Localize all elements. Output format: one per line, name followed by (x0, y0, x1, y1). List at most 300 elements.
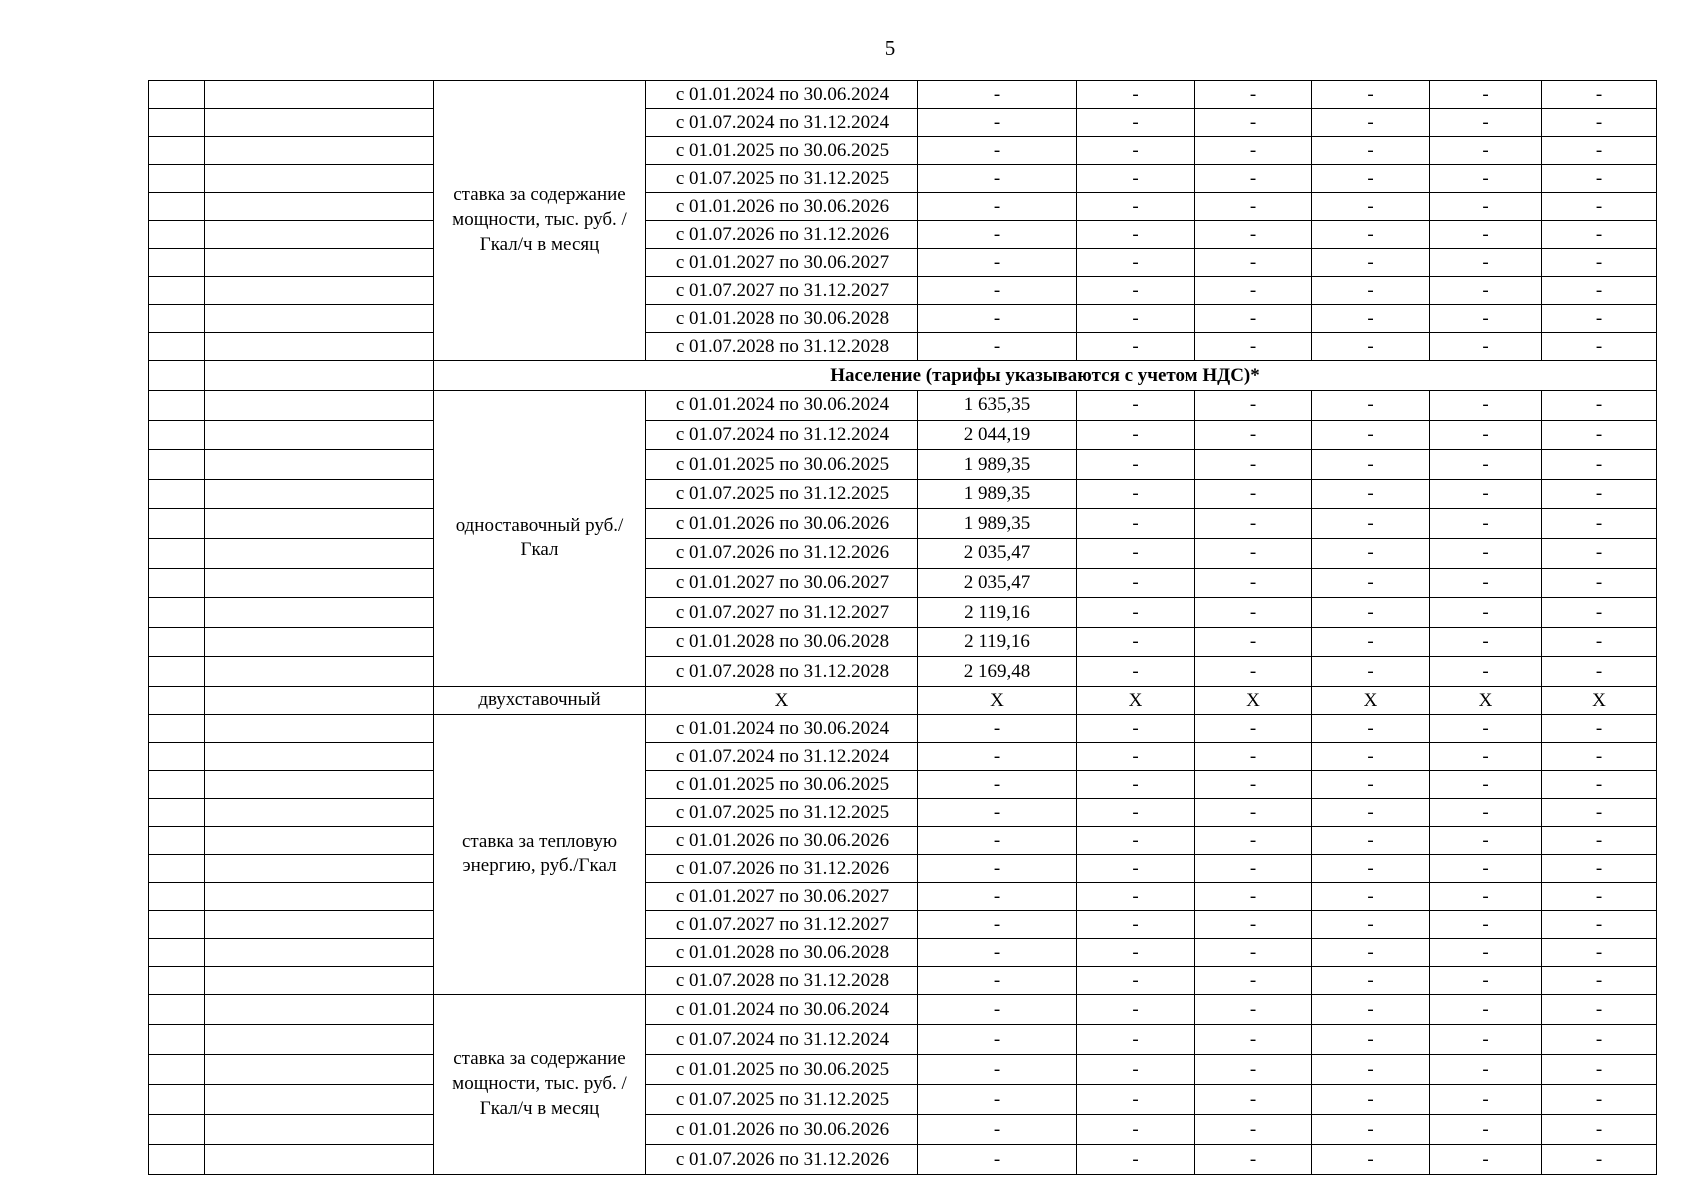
value-cell: - (1542, 277, 1657, 305)
value-cell: - (918, 137, 1077, 165)
value-cell: - (1542, 854, 1657, 882)
value-cell: - (918, 1024, 1077, 1054)
value-cell: - (1312, 770, 1430, 798)
value-cell: - (918, 966, 1077, 994)
value-cell: - (1077, 1084, 1195, 1114)
value-cell: - (1542, 193, 1657, 221)
empty-cell (149, 1054, 205, 1084)
period-cell: с 01.01.2025 по 30.06.2025 (646, 1054, 918, 1084)
value-cell: - (918, 938, 1077, 966)
value-cell: - (1195, 538, 1312, 568)
tariff-table (148, 80, 1657, 1175)
value-cell: - (1077, 221, 1195, 249)
empty-cell (205, 221, 434, 249)
empty-cell (149, 1024, 205, 1054)
empty-cell (149, 714, 205, 742)
value-cell: - (918, 854, 1077, 882)
value-cell: - (1312, 714, 1430, 742)
value-cell: - (1077, 193, 1195, 221)
value-cell: - (1312, 249, 1430, 277)
value-cell: - (1077, 81, 1195, 109)
value-cell: - (1312, 938, 1430, 966)
value-cell: - (1312, 1114, 1430, 1144)
value-cell: - (1195, 1024, 1312, 1054)
empty-cell (149, 568, 205, 598)
value-cell: - (1077, 391, 1195, 421)
empty-cell (149, 1084, 205, 1114)
value-cell: - (1430, 1024, 1542, 1054)
period-cell: с 01.07.2024 по 31.12.2024 (646, 109, 918, 137)
value-cell: - (918, 1144, 1077, 1174)
two-part-row (149, 686, 1657, 714)
value-cell: - (1195, 420, 1312, 450)
page-number: 5 (884, 36, 896, 60)
value-cell: 2 035,47 (918, 538, 1077, 568)
value-cell: - (1430, 770, 1542, 798)
value-cell: - (1542, 81, 1657, 109)
table-row (149, 854, 1657, 882)
empty-cell (149, 854, 205, 882)
table-row (149, 598, 1657, 628)
value-cell: - (918, 1084, 1077, 1114)
value-cell: - (1542, 714, 1657, 742)
empty-cell (205, 882, 434, 910)
table-row (149, 882, 1657, 910)
empty-cell (205, 333, 434, 361)
value-cell: - (1312, 81, 1430, 109)
value-cell: - (1312, 627, 1430, 657)
table-row (149, 627, 1657, 657)
value-cell: - (1312, 450, 1430, 480)
value-cell: - (1542, 882, 1657, 910)
empty-cell (149, 826, 205, 854)
empty-cell (205, 509, 434, 539)
value-cell: - (1542, 938, 1657, 966)
value-cell: - (1542, 109, 1657, 137)
value-cell: - (1195, 798, 1312, 826)
value-cell: - (1077, 910, 1195, 938)
value-cell: - (1430, 420, 1542, 450)
value-cell: - (1077, 714, 1195, 742)
heat-energy-rate-block (149, 714, 1657, 994)
empty-cell (149, 882, 205, 910)
tariff-category: ставка за тепловую энергию, руб./Гкал (434, 714, 646, 994)
value-cell: - (1195, 770, 1312, 798)
period-cell: с 01.01.2025 по 30.06.2025 (646, 770, 918, 798)
empty-cell (205, 714, 434, 742)
value-cell: - (1430, 391, 1542, 421)
empty-cell (205, 109, 434, 137)
empty-cell (149, 509, 205, 539)
period-cell: с 01.01.2025 по 30.06.2025 (646, 137, 918, 165)
empty-cell (149, 657, 205, 687)
capacity-rate-block-2 (149, 994, 1657, 1174)
value-cell: - (1195, 657, 1312, 687)
empty-cell (149, 249, 205, 277)
table-row (149, 538, 1657, 568)
empty-cell (205, 81, 434, 109)
empty-cell (149, 938, 205, 966)
empty-cell (205, 361, 434, 391)
empty-cell (149, 1114, 205, 1144)
value-cell: - (918, 910, 1077, 938)
value-cell: - (1312, 509, 1430, 539)
value-cell: - (1312, 568, 1430, 598)
value-cell: - (1077, 568, 1195, 598)
table-row (149, 938, 1657, 966)
table-row (149, 1144, 1657, 1174)
empty-cell (205, 450, 434, 480)
value-cell: - (1195, 966, 1312, 994)
value-cell: 2 169,48 (918, 657, 1077, 687)
value-cell: - (1542, 598, 1657, 628)
value-cell: - (1077, 854, 1195, 882)
value-cell: - (1312, 109, 1430, 137)
value-cell: - (1077, 1054, 1195, 1084)
value-cell: - (1542, 509, 1657, 539)
value-cell: - (1195, 910, 1312, 938)
table-row (149, 193, 1657, 221)
value-cell: - (1542, 1144, 1657, 1174)
value-cell: X (646, 686, 918, 714)
table-row (149, 509, 1657, 539)
value-cell: - (1312, 1054, 1430, 1084)
table-row (149, 770, 1657, 798)
empty-cell (149, 686, 205, 714)
value-cell: - (1542, 627, 1657, 657)
value-cell: - (1077, 826, 1195, 854)
value-cell: - (1312, 1084, 1430, 1114)
empty-cell (205, 391, 434, 421)
value-cell: - (1312, 221, 1430, 249)
value-cell: - (1195, 193, 1312, 221)
value-cell: - (1430, 1144, 1542, 1174)
value-cell: X (1542, 686, 1657, 714)
period-cell: с 01.01.2027 по 30.06.2027 (646, 568, 918, 598)
empty-cell (205, 1024, 434, 1054)
period-cell: с 01.01.2025 по 30.06.2025 (646, 450, 918, 480)
value-cell: - (918, 714, 1077, 742)
empty-cell (149, 137, 205, 165)
value-cell: - (1195, 826, 1312, 854)
value-cell: - (1195, 1084, 1312, 1114)
value-cell: - (1430, 938, 1542, 966)
empty-cell (149, 598, 205, 628)
value-cell: - (1195, 1114, 1312, 1144)
table-row (149, 826, 1657, 854)
period-cell: с 01.01.2024 по 30.06.2024 (646, 81, 918, 109)
value-cell: - (918, 305, 1077, 333)
value-cell: - (1430, 277, 1542, 305)
value-cell: - (1430, 966, 1542, 994)
empty-cell (149, 277, 205, 305)
value-cell: - (1542, 994, 1657, 1024)
value-cell: - (1312, 277, 1430, 305)
value-cell: - (1312, 798, 1430, 826)
empty-cell (149, 391, 205, 421)
period-cell: с 01.07.2026 по 31.12.2026 (646, 854, 918, 882)
value-cell: - (1195, 938, 1312, 966)
value-cell: - (918, 798, 1077, 826)
period-cell: с 01.07.2028 по 31.12.2028 (646, 657, 918, 687)
value-cell: - (918, 277, 1077, 305)
value-cell: - (1195, 305, 1312, 333)
two-part-block (149, 686, 1657, 714)
value-cell: - (1542, 538, 1657, 568)
empty-cell (205, 910, 434, 938)
value-cell: 1 989,35 (918, 450, 1077, 480)
capacity-rate-block (149, 81, 1657, 361)
tariff-category: ставка за содержание мощности, тыс. руб. /Гкал/ч в месяц (434, 994, 646, 1174)
period-cell: с 01.07.2024 по 31.12.2024 (646, 420, 918, 450)
table-row (149, 249, 1657, 277)
value-cell: - (1077, 333, 1195, 361)
value-cell: - (1195, 1054, 1312, 1084)
value-cell: X (1195, 686, 1312, 714)
value-cell: - (1195, 333, 1312, 361)
value-cell: - (1430, 826, 1542, 854)
value-cell: 1 989,35 (918, 479, 1077, 509)
value-cell: - (1077, 137, 1195, 165)
value-cell: - (918, 1114, 1077, 1144)
value-cell: - (1430, 221, 1542, 249)
value-cell: - (1077, 966, 1195, 994)
table-row (149, 1114, 1657, 1144)
value-cell: - (1312, 910, 1430, 938)
value-cell: - (918, 81, 1077, 109)
period-cell: с 01.01.2024 по 30.06.2024 (646, 994, 918, 1024)
value-cell: - (1542, 770, 1657, 798)
value-cell: - (1195, 277, 1312, 305)
value-cell: - (1195, 137, 1312, 165)
value-cell: - (918, 1054, 1077, 1084)
empty-cell (149, 81, 205, 109)
value-cell: - (1195, 109, 1312, 137)
table-row (149, 657, 1657, 687)
value-cell: - (1195, 882, 1312, 910)
value-cell: - (1195, 627, 1312, 657)
value-cell: - (1542, 1024, 1657, 1054)
value-cell: 1 635,35 (918, 391, 1077, 421)
value-cell: - (1542, 137, 1657, 165)
value-cell: X (1077, 686, 1195, 714)
value-cell: - (918, 882, 1077, 910)
value-cell: - (1195, 598, 1312, 628)
empty-cell (205, 193, 434, 221)
period-cell: с 01.07.2024 по 31.12.2024 (646, 1024, 918, 1054)
value-cell: - (1312, 657, 1430, 687)
empty-cell (205, 420, 434, 450)
empty-cell (205, 854, 434, 882)
period-cell: с 01.01.2024 по 30.06.2024 (646, 391, 918, 421)
empty-cell (205, 627, 434, 657)
value-cell: - (1077, 249, 1195, 277)
empty-cell (149, 361, 205, 391)
empty-cell (149, 1144, 205, 1174)
value-cell: - (1312, 1024, 1430, 1054)
empty-cell (205, 770, 434, 798)
table-row (149, 1024, 1657, 1054)
empty-cell (149, 165, 205, 193)
value-cell: - (1077, 657, 1195, 687)
value-cell: - (1077, 277, 1195, 305)
period-cell: с 01.07.2028 по 31.12.2028 (646, 966, 918, 994)
empty-cell (205, 538, 434, 568)
table-row (149, 333, 1657, 361)
value-cell: - (1430, 165, 1542, 193)
value-cell: - (1195, 450, 1312, 480)
value-cell: - (1077, 509, 1195, 539)
value-cell: - (1195, 994, 1312, 1024)
value-cell: - (918, 742, 1077, 770)
empty-cell (149, 420, 205, 450)
value-cell: - (1077, 598, 1195, 628)
value-cell: - (1077, 538, 1195, 568)
value-cell: - (1195, 221, 1312, 249)
empty-cell (149, 333, 205, 361)
value-cell: X (1312, 686, 1430, 714)
value-cell: - (1312, 420, 1430, 450)
value-cell: - (918, 994, 1077, 1024)
value-cell: - (1430, 109, 1542, 137)
value-cell: - (918, 249, 1077, 277)
empty-cell (205, 165, 434, 193)
value-cell: - (1542, 568, 1657, 598)
value-cell: - (1542, 657, 1657, 687)
section-header (149, 361, 1657, 391)
period-cell: с 01.01.2026 по 30.06.2026 (646, 509, 918, 539)
table-row (149, 420, 1657, 450)
empty-cell (149, 109, 205, 137)
table-row (149, 165, 1657, 193)
value-cell: - (1542, 450, 1657, 480)
period-cell: с 01.01.2028 по 30.06.2028 (646, 938, 918, 966)
value-cell: - (1430, 1114, 1542, 1144)
value-cell: - (1430, 627, 1542, 657)
value-cell: - (1430, 882, 1542, 910)
period-cell: с 01.01.2026 по 30.06.2026 (646, 1114, 918, 1144)
empty-cell (205, 305, 434, 333)
empty-cell (149, 910, 205, 938)
value-cell: X (1430, 686, 1542, 714)
value-cell: - (1195, 742, 1312, 770)
value-cell: - (1542, 798, 1657, 826)
period-cell: с 01.07.2027 по 31.12.2027 (646, 598, 918, 628)
value-cell: - (1195, 509, 1312, 539)
table-row (149, 305, 1657, 333)
value-cell: - (1077, 1024, 1195, 1054)
value-cell: - (1430, 81, 1542, 109)
value-cell: - (1542, 391, 1657, 421)
value-cell: - (1077, 994, 1195, 1024)
period-cell: с 01.01.2027 по 30.06.2027 (646, 249, 918, 277)
value-cell: - (1077, 938, 1195, 966)
empty-cell (205, 1144, 434, 1174)
table-row (149, 742, 1657, 770)
period-cell: с 01.07.2026 по 31.12.2026 (646, 538, 918, 568)
value-cell: - (1542, 333, 1657, 361)
value-cell: - (1312, 598, 1430, 628)
value-cell: - (1195, 854, 1312, 882)
two-part-label: двухставочный (434, 686, 646, 714)
period-cell: с 01.01.2028 по 30.06.2028 (646, 305, 918, 333)
table-row (149, 994, 1657, 1024)
table-row (149, 1054, 1657, 1084)
table-row (149, 798, 1657, 826)
value-cell: - (918, 109, 1077, 137)
empty-cell (205, 686, 434, 714)
empty-cell (205, 966, 434, 994)
value-cell: - (918, 165, 1077, 193)
empty-cell (149, 798, 205, 826)
empty-cell (205, 994, 434, 1024)
value-cell: - (1077, 450, 1195, 480)
value-cell: - (1195, 714, 1312, 742)
value-cell: - (1542, 966, 1657, 994)
empty-cell (205, 1084, 434, 1114)
value-cell: - (1430, 509, 1542, 539)
empty-cell (205, 742, 434, 770)
empty-cell (205, 938, 434, 966)
value-cell: - (1312, 1144, 1430, 1174)
value-cell: - (918, 221, 1077, 249)
value-cell: 2 119,16 (918, 627, 1077, 657)
value-cell: - (1312, 479, 1430, 509)
value-cell: - (1195, 165, 1312, 193)
tariff-category: ставка за содержание мощности, тыс. руб. /Гкал/ч в месяц (434, 81, 646, 361)
table-row (149, 966, 1657, 994)
empty-cell (149, 994, 205, 1024)
value-cell: - (1542, 305, 1657, 333)
value-cell: - (1312, 193, 1430, 221)
empty-cell (205, 137, 434, 165)
value-cell: - (1312, 742, 1430, 770)
value-cell: - (1430, 714, 1542, 742)
value-cell: - (1430, 742, 1542, 770)
value-cell: - (1312, 538, 1430, 568)
period-cell: с 01.07.2025 по 31.12.2025 (646, 165, 918, 193)
empty-cell (149, 193, 205, 221)
value-cell: - (1195, 81, 1312, 109)
value-cell: - (918, 333, 1077, 361)
value-cell: - (1195, 479, 1312, 509)
empty-cell (149, 538, 205, 568)
value-cell: - (1077, 798, 1195, 826)
value-cell: - (1430, 598, 1542, 628)
value-cell: - (1312, 137, 1430, 165)
value-cell: - (1312, 854, 1430, 882)
empty-cell (205, 826, 434, 854)
value-cell: - (1312, 882, 1430, 910)
empty-cell (149, 742, 205, 770)
empty-cell (205, 277, 434, 305)
table-row (149, 450, 1657, 480)
period-cell: с 01.01.2026 по 30.06.2026 (646, 193, 918, 221)
value-cell: - (1312, 391, 1430, 421)
value-cell: - (1077, 109, 1195, 137)
value-cell: 2 044,19 (918, 420, 1077, 450)
value-cell: - (1542, 1114, 1657, 1144)
table-row (149, 714, 1657, 742)
value-cell: - (1312, 333, 1430, 361)
value-cell: - (1430, 333, 1542, 361)
period-cell: с 01.07.2028 по 31.12.2028 (646, 333, 918, 361)
value-cell: - (1542, 420, 1657, 450)
table-row (149, 109, 1657, 137)
value-cell: - (1312, 994, 1430, 1024)
table-row (149, 277, 1657, 305)
value-cell: - (1077, 420, 1195, 450)
